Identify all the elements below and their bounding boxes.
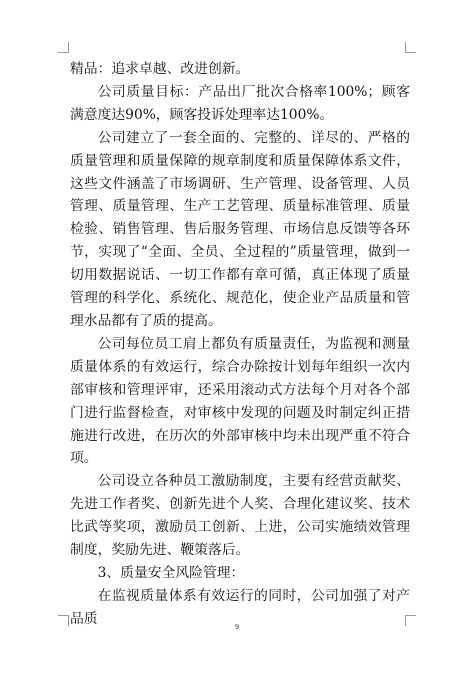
crop-mark-top-left <box>58 42 69 53</box>
section-heading-risk-management: 3、质量安全风险管理： <box>97 564 245 581</box>
paragraph-management-system: 公司建立了一套全面的、完整的、详尽的、严格的质量管理和质量保障的规章制度和质量保障体系文件，这些文件涵盖了市场调研、生产管理、设备管理、人员管理、质量管理、生产工艺管理、质量标准管理、质量检验、销售管理、售后服务管理、市场信息反馈等各环节，实现了“全面、全员、全过程的”质量管理，做到一切用数据说话、一切工作都有章可循，真正体现了质量管理的科学化、系统化、规范化，使企业产品质量和管理水品都有了质的提高。 <box>70 129 410 329</box>
paragraph-incentive-system: 公司设立各种员工激励制度，主要有经营贡献奖、先进工作者奖、创新先进个人奖、合理化建议奖、技术比武等奖项，激励员工创新、上进，公司实施绩效管理制度，奖励先进、鞭策落后。 <box>70 473 410 559</box>
document-body <box>70 58 410 631</box>
crop-mark-top-right <box>405 42 416 53</box>
paragraph-quality-target: 公司质量目标：产品出厂批次合格率100%；顾客满意度达90%，顾客投诉处理率达100%。 <box>70 83 410 123</box>
paragraph-quality-policy: 精品：追求卓越、改进创新。 <box>70 61 250 77</box>
page-number: 9 <box>234 623 240 631</box>
paragraph-risk-management: 在监视质量体系有效运行的同时，公司加强了对产品质 <box>70 587 410 627</box>
paragraph-employee-responsibility: 公司每位员工肩上都负有质量责任，为监视和测量质量体系的有效运行，综合办除按计划每年组织一次内部审核和管理评审，还采用滚动式方法每个月对各个部门进行监督检查，对审核中发现的问题及时制定纠正措施进行改进，在历次的外部审核中均未出现严重不符合项。 <box>70 335 410 467</box>
